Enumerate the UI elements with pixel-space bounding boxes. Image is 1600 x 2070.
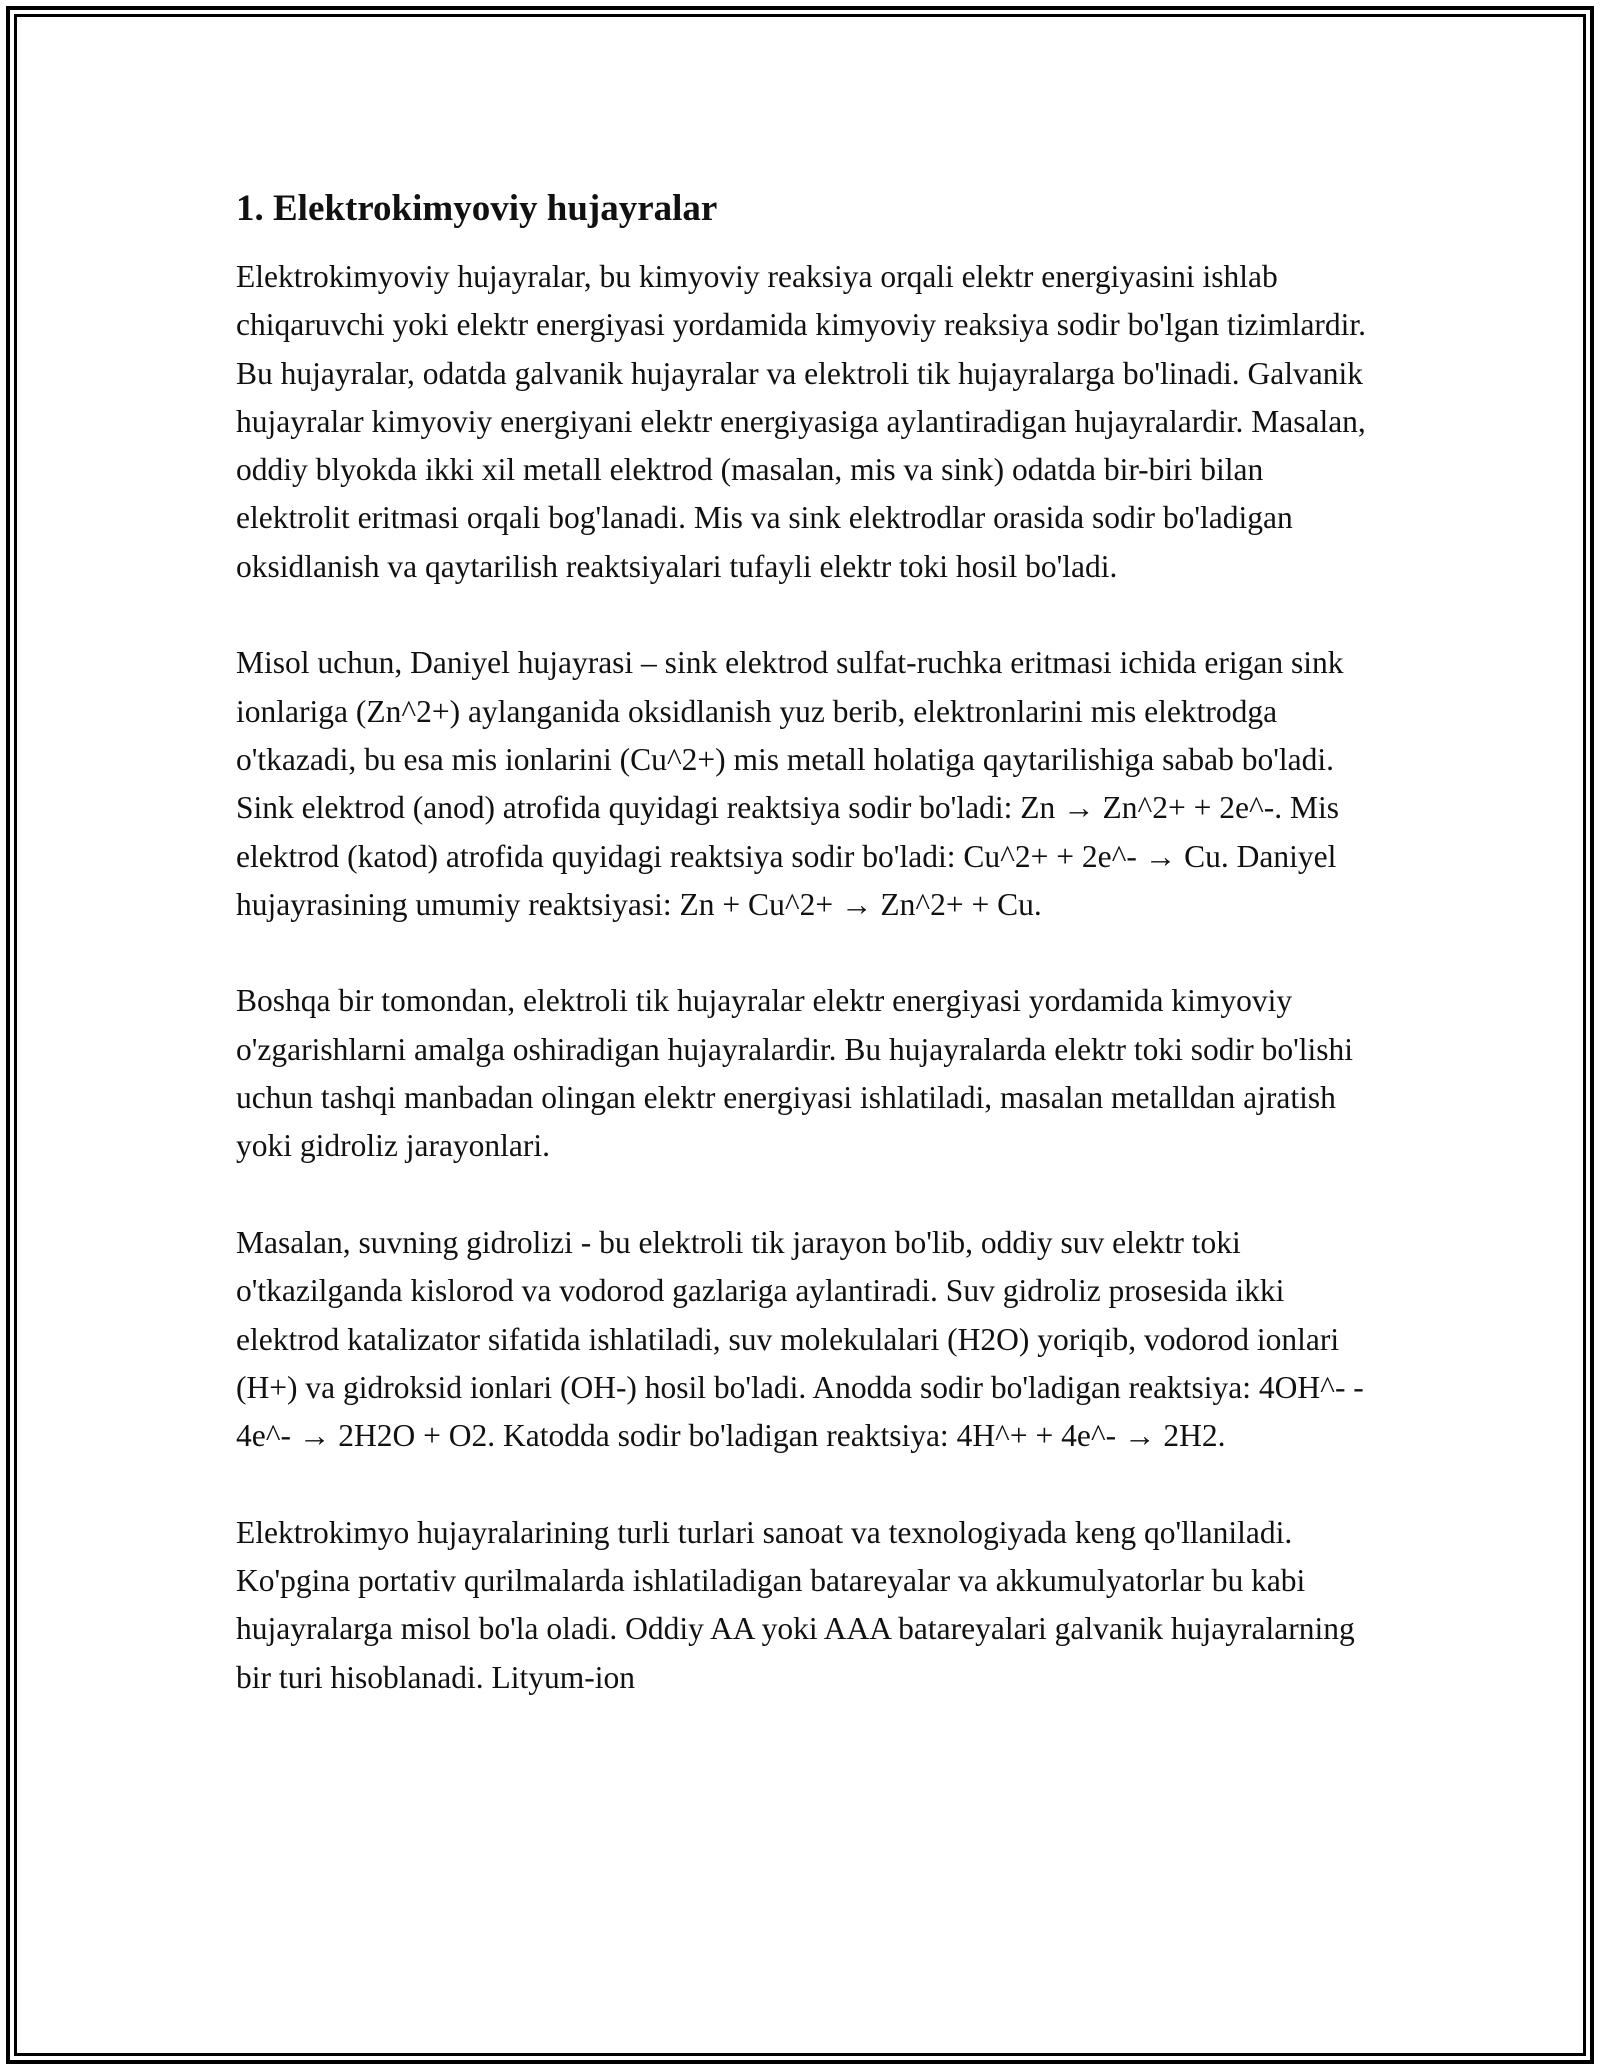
section-heading: 1. Elektrokimyoviy hujayralar [236,188,718,229]
paragraph-3: Boshqa bir tomondan, elektroli tik hujayralar elektr energiyasi yordamida kimyoviy o'zgarishlarni amalga oshiradigan hujayralardir. Bu hujayralarda elektr toki sodir bo'lishi uchun tashqi manbadan olingan elektr energiyasi ishlatiladi, masalan metalldan ajratish yoki gidroliz jarayonlari. [236,983,1354,1164]
paragraph-1: Elektrokimyoviy hujayralar, bu kimyoviy reaksiya orqali elektr energiyasini ishlab chiqaruvchi yoki elektr energiyasi yordamida kimyoviy reaksiya sodir bo'lgan tizimlardir. Bu hujayralar, odatda galvanik hujayralar va elektroli tik hujayralarga bo'linadi. Galvanik hujayralar kimyoviy energiyani elektr energiyasiga aylantiradigan hujayralardir. Masalan, oddiy blyokda ikki xil metall elektrod (masalan, mis va sink) odatda bir-biri bilan elektrolit eritmasi orqali bog'lanadi. Mis va sink elektrodlar orasida sodir bo'ladigan oksidlanish va qaytarilish reaktsiyalari tufayli elektr toki hosil bo'ladi. [236,259,1367,584]
paragraph-2: Misol uchun, Daniyel hujayrasi – sink elektrod sulfat-ruchka eritmasi ichida erigan sink ionlariga (Zn^2+) aylanganida oksidlanish yuz berib, elektronlarini mis elektrodga o'tkazadi, bu esa mis ionlarini (Cu^2+) mis metall holatiga qaytarilishiga sabab bo'ladi. Sink elektrod (anod) atrofida quyidagi reaktsiya sodir bo'ladi: Zn → Zn^2+ + 2e^-. Mis elektrod (katod) atrofida quyidagi reaktsiya sodir bo'ladi: Cu^2+ + 2e^- → Cu. Daniyel hujayrasining umumiy reaktsiyasi: Zn + Cu^2+ → Zn^2+ + Cu. [236,645,1344,922]
paragraph-5: Elektrokimyo hujayralarining turli turlari sanoat va texnologiyada keng qo'llaniladi. Ko'pgina portativ qurilmalarda ishlatiladigan batareyalar va akkumulyatorlar bu kabi hujayralarga misol bo'la oladi. Oddiy AA yoki AAA batareyalari galvanik hujayralarning bir turi hisoblanadi. Lityum-ion [236,1514,1355,1695]
paragraph-4: Masalan, suvning gidrolizi - bu elektroli tik jarayon bo'lib, oddiy suv elektr toki o'tkazilganda kislorod va vodorod gazlariga aylantiradi. Suv gidroliz prosesida ikki elektrod katalizator sifatida ishlatiladi, suv molekulalari (H2O) yoriqib, vodorod ionlari (H+) va gidroksid ionlari (OH-) hosil bo'ladi. Anodda sodir bo'ladigan reaktsiya: 4OH^- - 4e^- → 2H2O + O2. Katodda sodir bo'ladigan reaktsiya: 4H^+ + 4e^- → 2H2. [236,1224,1364,1454]
document-body [236,185,1376,1702]
